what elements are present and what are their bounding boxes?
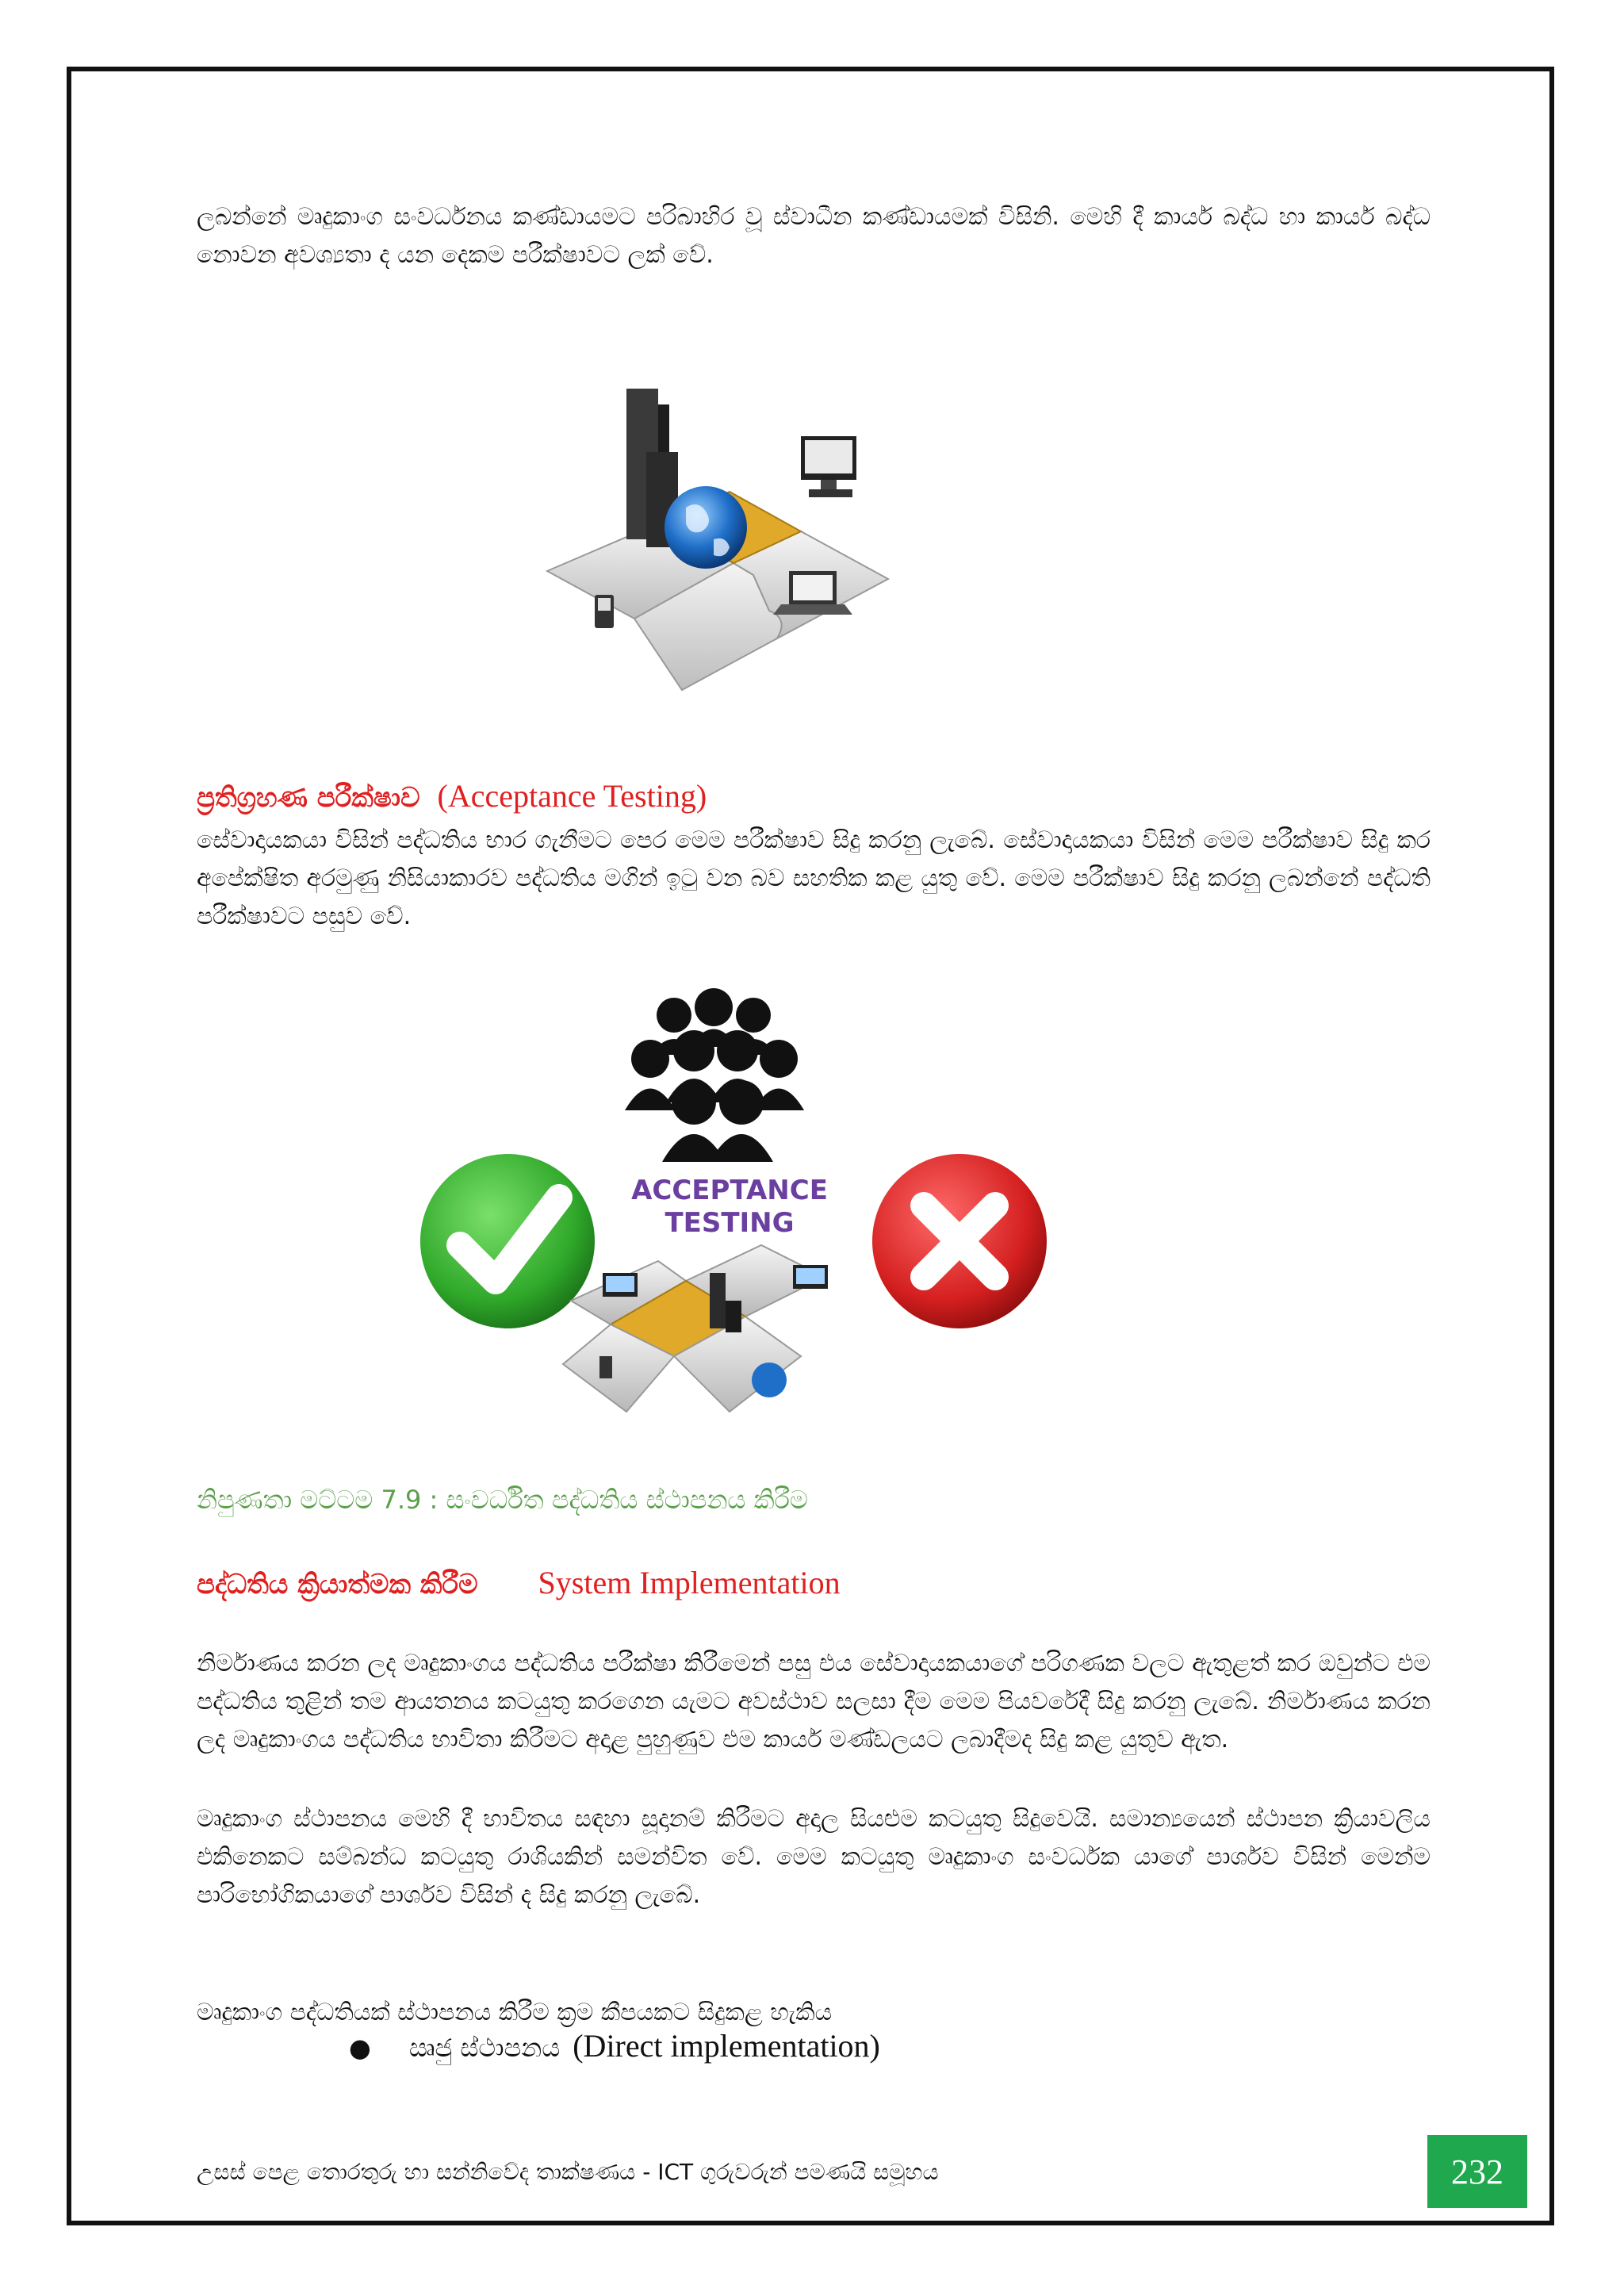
- implementation-paragraph-1: නිර්මාණය කරන ලද මෘදුකාංගය පද්ධතිය පරීක්ෂා කිරීමෙන් පසු එය සේවාදායකයාගේ පරිගණක වලට ඇතුළත් කර ඔවුන්ට එම පද්ධතිය තුළින් තම ආයතනය කටයුතු කරගෙන යැමට අවස්ථාව සලසා දීම මෙම පියවරේදී සිදු කරනු ලැබේ. නිර්මාණය කරන ලද මෘදුකාංගය පද්ධතිය භාවිතා කිරීමට අදාළ පුහුණුව එම කාර්ය මණ්ඩලයට ලබාදීමද සිදු කළ යුතුව ඇත.: [197, 1650, 1431, 1754]
- people-group-icon: [625, 988, 804, 1162]
- network-puzzle-small-icon: [563, 1245, 828, 1412]
- acceptance-testing-illustration: [412, 983, 1063, 1478]
- implementation-paragraph-3: මෘදුකාංග පද්ධතියක් ස්ථාපනය කිරීම ක්‍රම කීපයකට සිදුකළ හැකිය: [197, 1999, 833, 2026]
- acceptance-image-line1: ACCEPTANCE: [631, 1175, 828, 1206]
- implementation-heading: [197, 1564, 841, 1601]
- acceptance-heading-en: (Acceptance Testing): [437, 778, 707, 814]
- page-footer: උසස් පෙළ තොරතුරු හා සන්නිවේද තාක්ෂණය - ICT ගුරුවරුන් පමණයි සමූහය: [197, 2159, 939, 2185]
- acceptance-heading-si: ප්‍රතිග්‍රහණ පරීක්ෂාව: [197, 782, 420, 814]
- implementation-paragraph-2: මෘදුකාංග ස්ථාපනය මෙහි දී භාවිතය සඳහා සූදානම් කිරීමට අදාල සියළුම කටයුතු සිදුවෙයි. සමාන්‍යයෙන් ස්ථාපන ක්‍රියාවලිය එකිනෙකට සම්බන්ධ කටයුතු රාශියකින් සමන්විත වේ. මෙම කටයුතු මෘදුකාංග සංවර්ධක යාගේ පාර්ශව විසින් මෙන්ම පාරිභෝගිකයාගේ පාර්ශව විසින් ද සිදු කරනු ලැබේ.: [197, 1805, 1431, 1909]
- figure-caption: නිපුණතා මට්ටම 7.9 : සංවර්ධිත පද්ධතිය ස්ථාපනය කිරීම: [197, 1485, 808, 1515]
- network-puzzle-illustration: [515, 373, 896, 725]
- checkmark-icon: [420, 1154, 595, 1328]
- bullet-en: (Direct implementation): [573, 2028, 880, 2064]
- page-number: 232: [1427, 2135, 1527, 2208]
- implementation-heading-si: පද්ධතිය ක්‍රියාත්මක කිරීම: [197, 1569, 478, 1600]
- implementation-heading-en: System Implementation: [538, 1565, 841, 1600]
- intro-paragraph: ලබන්නේ මෘදුකාංග සංවර්ධනය කණ්ඩායමට පරිබාහිර වූ ස්වාධීන කණ්ඩායමක් විසිනි. මෙහි දී කාර්ය බද්ධ හා කාර්ය බද්ධ නොවන අවශ්‍යතා ද යන දෙකම පරීක්ෂාවට ලක් වේ.: [197, 203, 1431, 269]
- acceptance-paragraph: සේවාදායකයා විසින් පද්ධතිය භාර ගැනීමට පෙර මෙම පරීක්ෂාව සිදු කරනු ලැබේ. සේවාදායකයා විසින් මෙම පරීක්ෂාව සිදු කර අපේක්ෂිත අරමුණු නිසියාකාරව පද්ධතිය මගින් ඉටු වන බව සහතික කළ යුතු වේ. මෙම පරීක්ෂාව සිදු කරනු ලබන්නේ පද්ධති පරීක්ෂාවට පසුව වේ.: [197, 826, 1431, 930]
- bullet-direct-implementation: [349, 2027, 880, 2064]
- acceptance-heading: [197, 777, 707, 815]
- acceptance-image-line2: TESTING: [665, 1207, 795, 1239]
- bullet-dot: ●: [349, 2033, 371, 2063]
- cross-icon: [872, 1154, 1047, 1328]
- bullet-si: ඍජු ස්ථාපනය: [408, 2033, 561, 2063]
